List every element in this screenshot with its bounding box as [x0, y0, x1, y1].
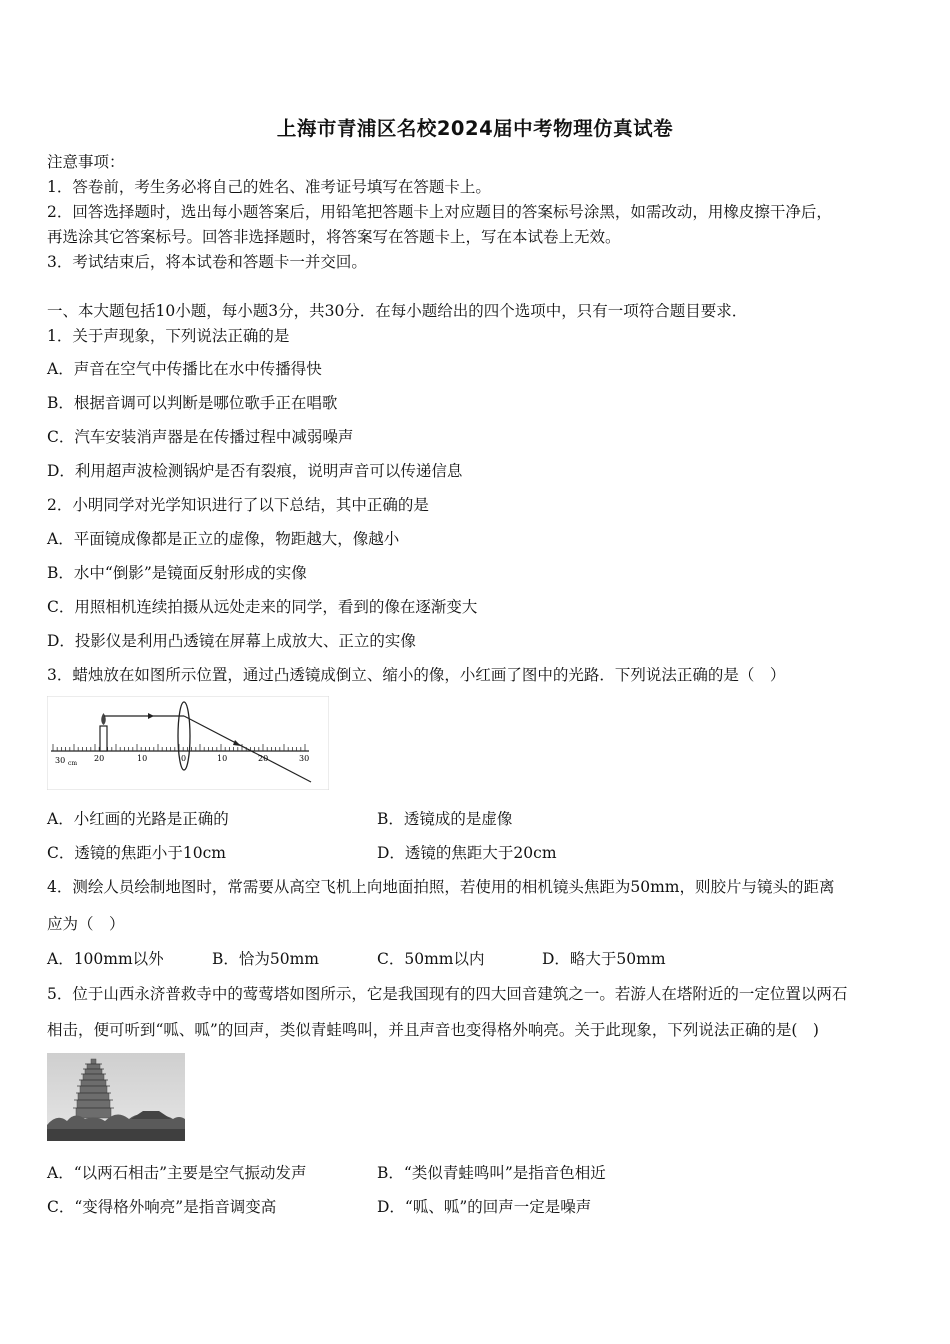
q1-option-a: A．声音在空气中传播比在水中传播得快 [47, 360, 322, 378]
pagoda-photo [47, 1053, 185, 1141]
q5-option-d: D．“呱、呱”的回声一定是噪声 [377, 1198, 592, 1216]
notes-heading: 注意事项： [47, 153, 125, 171]
q5-option-b: B．“类似青蛙鸣叫”是指音色相近 [377, 1164, 606, 1182]
q5-option-a: A．“以两石相击”主要是空气振动发声 [47, 1164, 307, 1182]
q3-stem: 3．蜡烛放在如图所示位置，通过凸透镜成倒立、缩小的像，小红画了图中的光路．下列说法正确的是（ ） [47, 666, 786, 684]
q3-option-c: C．透镜的焦距小于10cm [47, 844, 226, 862]
tick-label: 0 [181, 754, 187, 763]
q1-option-b: B．根据音调可以判断是哪位歌手正在唱歌 [47, 394, 338, 412]
q4-option-c: C．50mm以内 [377, 950, 485, 968]
q3-option-a: A．小红画的光路是正确的 [47, 810, 229, 828]
tick-label: 30 [55, 756, 66, 765]
q4-stem: 4．测绘人员绘制地图时，常需要从高空飞机上向地面拍照，若使用的相机镜头焦距为50mm，则胶片与镜头的距离 [47, 878, 835, 896]
tick-unit: cm [68, 760, 78, 767]
foreground [47, 1129, 185, 1141]
note-item-1: 1．答卷前，考生务必将自己的姓名、准考证号填写在答题卡上。 [47, 178, 491, 196]
note-item-2-cont: 再选涂其它答案标号。回答非选择题时，将答案写在答题卡上，写在本试卷上无效。 [47, 228, 621, 246]
tick-label: 10 [217, 754, 228, 763]
q2-option-d: D．投影仪是利用凸透镜在屏幕上成放大、正立的实像 [47, 632, 416, 650]
q4-option-d: D．略大于50mm [542, 950, 666, 968]
q4-option-a: A．100mm以外 [47, 950, 164, 968]
q5-stem: 5．位于山西永济普救寺中的莺莺塔如图所示，它是我国现有的四大回音建筑之一。若游人在塔附近的一定位置以两石 [47, 985, 848, 1003]
q1-option-c: C．汽车安装消声器是在传播过程中减弱噪声 [47, 428, 354, 446]
q3-option-b: B．透镜成的是虚像 [377, 810, 513, 828]
q2-stem: 2．小明同学对光学知识进行了以下总结，其中正确的是 [47, 496, 429, 514]
q1-option-d: D．利用超声波检测锅炉是否有裂痕，说明声音可以传递信息 [47, 462, 463, 480]
section-heading: 一、本大题包括10小题，每小题3分，共30分．在每小题给出的四个选项中，只有一项符合题目要求． [47, 302, 748, 320]
q2-option-b: B．水中“倒影”是镜面反射形成的实像 [47, 564, 307, 582]
lens-ray-diagram [47, 696, 329, 790]
q5-stem-cont: 相击，便可听到“呱、呱”的回声，类似青蛙鸣叫，并且声音也变得格外响亮。关于此现象，下列说法正确的是( ) [47, 1021, 819, 1039]
candle-body [100, 726, 107, 751]
q2-option-a: A．平面镜成像都是正立的虚像，物距越大，像越小 [47, 530, 400, 548]
note-item-2: 2．回答选择题时，选出每小题答案后，用铅笔把答题卡上对应题目的答案标号涂黑，如需改动，用橡皮擦干净后， [47, 203, 832, 221]
q3-option-d: D．透镜的焦距大于20cm [377, 844, 557, 862]
tick-label: 30 [299, 754, 310, 763]
note-item-3: 3．考试结束后，将本试卷和答题卡一并交回。 [47, 253, 367, 271]
tick-label: 20 [258, 754, 269, 763]
q5-option-c: C．“变得格外响亮”是指音调变高 [47, 1198, 277, 1216]
q4-option-b: B．恰为50mm [212, 950, 320, 968]
tick-label: 20 [94, 754, 105, 763]
page-title: 上海市青浦区名校2024届中考物理仿真试卷 [276, 117, 674, 140]
q1-stem: 1．关于声现象，下列说法正确的是 [47, 327, 290, 345]
tick-label: 10 [137, 754, 148, 763]
q4-stem-cont: 应为（ ） [47, 915, 125, 933]
q2-option-c: C．用照相机连续拍摄从远处走来的同学，看到的像在逐渐变大 [47, 598, 478, 616]
